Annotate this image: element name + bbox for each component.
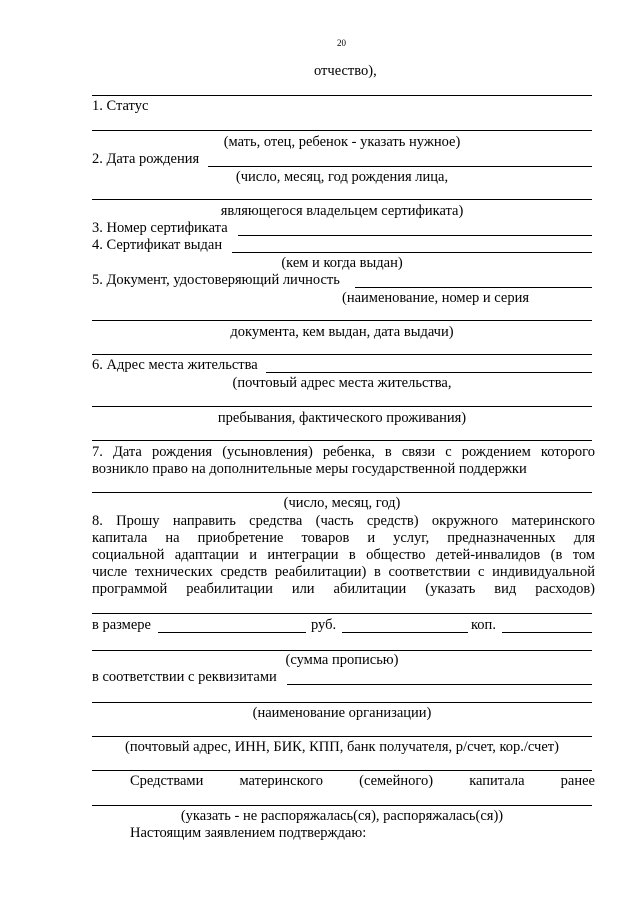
rub-label: руб. (311, 617, 337, 633)
amount-tail-line (502, 632, 592, 633)
child-dob-entry-line (92, 492, 592, 493)
address-hint-1: (почтовый адрес места жительства, (232, 375, 452, 391)
bank-hint: (почтовый адрес, ИНН, БИК, КПП, банк получателя, р/счет, кор./счет) (125, 739, 559, 755)
requisites-label: в соответствии с реквизитами (92, 669, 277, 685)
request-line-3: социальной адаптации и интеграции в общество детей-инвалидов (в том (92, 547, 595, 563)
confirm-text: Настоящим заявлением подтверждаю: (130, 825, 367, 841)
bank-line-2 (92, 770, 592, 771)
status-line (92, 130, 592, 131)
address-label: 6. Адрес места жительства (92, 357, 258, 373)
id-doc-line-2 (92, 320, 592, 321)
address-line-2 (92, 406, 592, 407)
request-line-5: программой реабилитации или абилитации (указать вид расходов) (92, 581, 595, 597)
amount-rub-line (158, 632, 306, 633)
address-line-3 (92, 440, 592, 441)
amount-words-line (92, 650, 592, 651)
name-line (92, 95, 592, 96)
dob-hint-2: являющегося владельцем сертификата) (220, 203, 464, 219)
cert-issued-line (232, 252, 592, 253)
cert-issued-hint: (кем и когда выдан) (281, 255, 403, 271)
request-line-1: 8. Прошу направить средства (часть средств) окружного материнского (92, 513, 595, 529)
capital-entry-line (92, 805, 592, 806)
request-line-4: числе технических средств реабилитации) в соответствии с индивидуальной (92, 564, 595, 580)
cert-number-label: 3. Номер сертификата (92, 220, 228, 236)
cert-issued-label: 4. Сертификат выдан (92, 237, 223, 253)
id-doc-hint-2: документа, кем выдан, дата выдачи) (230, 324, 454, 340)
org-hint: (наименование организации) (252, 705, 432, 721)
dob-line (208, 166, 592, 167)
org-line (92, 702, 592, 703)
cert-number-line (238, 235, 592, 236)
expense-type-line (92, 613, 592, 614)
id-doc-line (355, 287, 592, 288)
child-dob-hint: (число, месяц, год) (283, 495, 401, 511)
amount-hint: (сумма прописью) (285, 652, 399, 668)
amount-label: в размере (92, 617, 151, 633)
dob-label: 2. Дата рождения (92, 151, 200, 167)
id-doc-line-3 (92, 354, 592, 355)
dob-hint-1: (число, месяц, год рождения лица, (235, 169, 449, 185)
requisites-line (287, 684, 592, 685)
status-label: 1. Статус (92, 98, 149, 114)
page-number: 20 (337, 38, 346, 48)
amount-kop-line (342, 632, 468, 633)
kop-label: коп. (471, 617, 496, 633)
patronymic-tail: отчество), (314, 63, 377, 79)
address-line (266, 372, 592, 373)
dob-line-2 (92, 199, 592, 200)
id-doc-label: 5. Документ, удостоверяющий личность (92, 272, 340, 288)
bank-line (92, 736, 592, 737)
id-doc-hint-1: (наименование, номер и серия (342, 290, 530, 306)
address-hint-2: пребывания, фактического проживания) (217, 410, 467, 426)
status-hint: (мать, отец, ребенок - указать нужное) (223, 134, 461, 150)
request-line-2: капитала на приобретение товаров и услуг, предназначенных для (92, 530, 595, 546)
child-dob-line-1: 7. Дата рождения (усыновления) ребенка, в связи с рождением которого (92, 444, 595, 460)
capital-hint: (указать - не распоряжалась(ся), распоряжалась(ся)) (180, 808, 504, 824)
capital-line: Средствами материнского (семейного) капитала ранее (130, 773, 595, 789)
child-dob-line-2: возникло право на дополнительные меры государственной поддержки (92, 461, 527, 477)
